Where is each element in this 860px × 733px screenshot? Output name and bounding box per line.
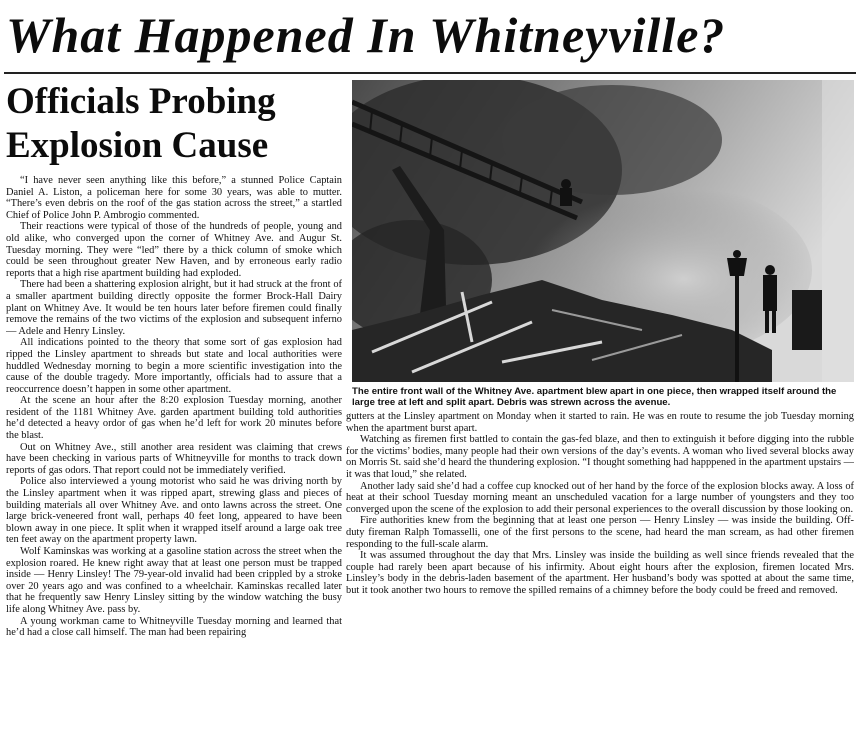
headline: What Happened In Whitneyville?: [6, 7, 726, 63]
paragraph: Fire authorities knew from the beginning that at least one person — Henry Linsley — was inside the building. Off-duty fireman Ralph Tomasselli, one of the first persons to the scene, had heard the man scream, as had other firemen responding to the full-scale alarm.: [346, 515, 854, 550]
paragraph: gutters at the Linsley apartment on Monday when it started to rain. He was en route to resume the job Tuesday morning when the apartment burst apart.: [346, 411, 854, 434]
explosion-photo: [352, 80, 854, 382]
headline-rule: [4, 72, 856, 74]
paragraph: A young workman came to Whitneyville Tuesday morning and learned that he’d had a close call himself. The man had been repairing: [6, 615, 342, 639]
paragraph: Watching as firemen first battled to contain the gas-fed blaze, and then to extinguish it before digging into the rubble for the victims’ bodies, many people had their own versions of the day’s events. A woman who lived several blocks away on Morris St. said she’d heard the thundering explosion. “I thought something had happpened in the apartment upstairs — it was that loud,” she related.: [346, 434, 854, 480]
paragraph: At the scene an hour after the 8:20 explosion Tuesday morning, another resident of the 1181 Whitney Ave. garden apartment building told authorities he’d detected a heavy ordor of gas when he’d left for work 20 minutes before the blast.: [6, 395, 342, 442]
paragraph: “I have never seen anything like this before,” a stunned Police Captain Daniel A. Liston, a policeman here for some 30 years, was able to mutter. “There’s even debris on the roof of the gas station across the street,” a startled Chief of Police John P. Ambrogio commented.: [6, 175, 342, 221]
paragraph: Police also interviewed a young motorist who said he was driving north by the Linsley apartment when it was ripped apart, strewing glass and pieces of building materials all over Whitney Ave. and onto lawns across the street. One large brick-veneered front wall, perhaps 40 feet long, appeared to have been blown away in one piece. It split when it wrapped itself around a large oak tree ten feet away on the apartment property lawn.: [6, 476, 342, 546]
paragraph: All indications pointed to the theory that some sort of gas explosion had ripped the Linsley apartment to shreads but state and local authorities were huddled Wednesday morning to begin a more scientific investigation into the cause of the double tragedy. More importantly, officials had to assure that a reoccurrence doesn’t happen in some other apartment.: [6, 337, 342, 395]
paragraph: Their reactions were typical of those of the hundreds of people, young and old alike, who converged upon the corner of Whitney Ave. and Augur St. Tuesday morning. They were “led” there by a thick column of smoke which could be seen throughout greater New Haven, and by erroneous early radio reports that a high rise apartment building had exploded.: [6, 221, 342, 279]
article-subhead: Officials Probing Explosion Cause: [6, 81, 276, 166]
paragraph: Another lady said she’d had a coffee cup knocked out of her hand by the force of the explosion blocks away. A loss of heat at their school Tuesday morning meant an unscheduled vacation for a large number of youngsters and they too converged upon the scene of the explosion to add their personal experiences to the overall discussion by those looking on.: [346, 480, 854, 515]
paragraph: Wolf Kaminskas was working at a gasoline station across the street when the explosion roared. He knew right away that at least one person must be trapped inside — Henry Linsley! The 79-year-old invalid had been crippled by a stroke over 20 years ago and was confined to a wheelchair. Kaminskas recalled later that he frequently saw Henry Linsley sitting by the window watching the busy life along Whitney Ave. pass by.: [6, 546, 342, 615]
explosion-scene-illustration: [352, 80, 854, 382]
photo-caption: The entire front wall of the Whitney Ave. apartment blew apart in one piece, then wrapped itself around the large tree at left and split apart. Debris was strewn across the avenue.: [352, 386, 837, 409]
paragraph: There had been a shattering explosion alright, but it had struck at the front of a smaller apartment building directly opposite the former Brock-Hall Dairy plant on Whitney Ave. It would be ten hours later before firemen could finally remove the remains of the two victims of the explosion and subsequent inferno — Adele and Henry Linsley.: [6, 279, 342, 337]
article-column-2: [346, 411, 854, 731]
paragraph: Out on Whitney Ave., still another area resident was claiming that crews have been checking in various parts of Whitneyville for months to track down reports of gas odors. That report could not be immediately verified.: [6, 441, 342, 476]
article-column-1: [6, 175, 342, 731]
paragraph: It was assumed throughout the day that Mrs. Linsley was inside the building as well since friends revealed that the couple had rarely been apart because of his infirmity. About eight hours after the explosion, firemen located Mrs. Linsley’s body in the debris-laden basement of the apartment. Her husband’s body was spotted at about the same time, but it took another two hours to remove the spilled remains of a chimney before the body could be freed and removed.: [346, 550, 854, 596]
